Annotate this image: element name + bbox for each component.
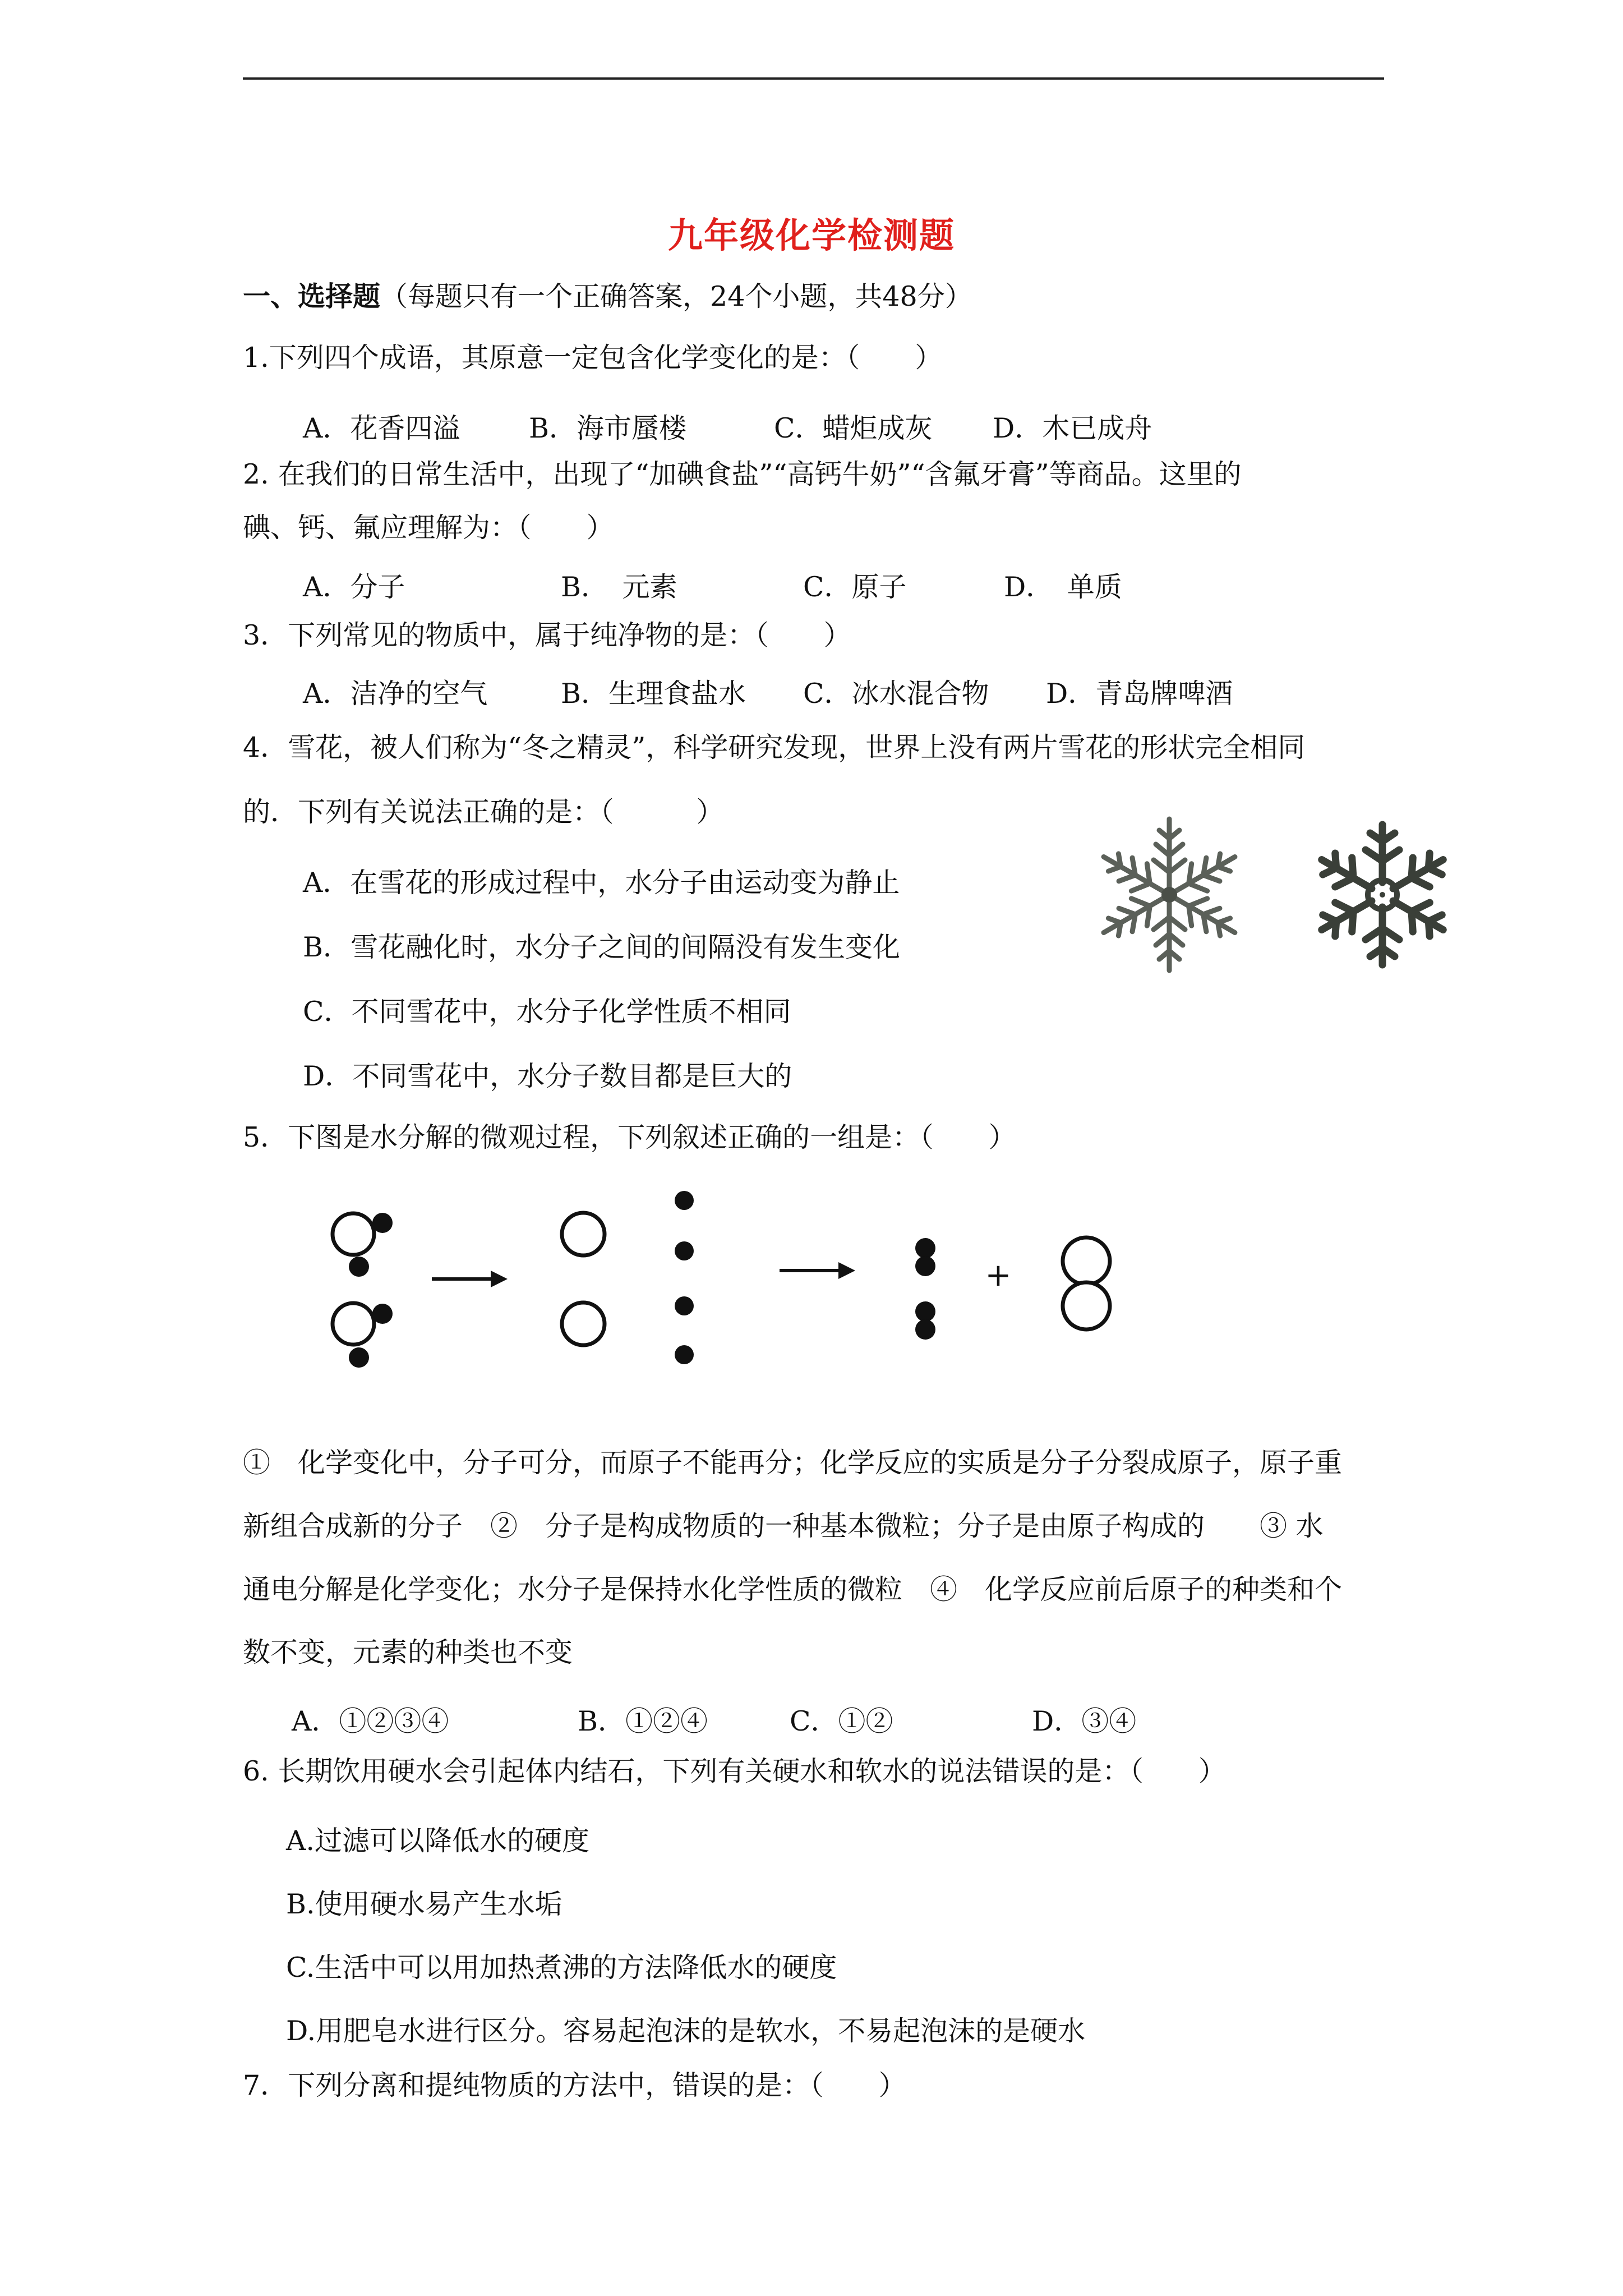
q2-option-c: C．原子: [803, 571, 907, 603]
q5-option-d: D．③④: [1032, 1705, 1137, 1737]
section-note: （每题只有一个正确答案，24个小题，共48分）: [380, 280, 972, 312]
q1-option-c: C．蜡炬成灰: [774, 412, 933, 444]
question-5-stem: 5．下图是水分解的微观过程，下列叙述正确的一组是：（ ）: [243, 1121, 1016, 1153]
snowflake-image-1: [1088, 813, 1251, 976]
question-6-stem: 6. 长期饮用硬水会引起体内结石，下列有关硬水和软水的说法错误的是：（ ）: [243, 1755, 1226, 1787]
arrow-icon-1: [432, 1271, 508, 1287]
q4-option-b: B．雪花融化时，水分子之间的间隔没有发生变化: [303, 931, 901, 963]
water-molecule-1: [333, 1213, 393, 1277]
q6-option-a: A.过滤可以降低水的硬度: [286, 1825, 589, 1857]
water-molecule-2: [333, 1303, 393, 1368]
q4-option-c: C．不同雪花中，水分子化学性质不相同: [303, 996, 791, 1028]
q1-option-b: B．海市蜃楼: [529, 412, 687, 444]
question-1-stem: 1.下列四个成语，其原意一定包含化学变化的是：（ ）: [243, 342, 943, 374]
q5-option-a: A．①②③④: [292, 1705, 449, 1737]
plus-sign: +: [985, 1257, 1012, 1294]
q1-option-d: D．木已成舟: [993, 412, 1152, 444]
q3-option-b: B．生理食盐水: [561, 678, 746, 710]
question-3-stem: 3．下列常见的物质中，属于纯净物的是：（ ）: [243, 619, 851, 651]
q6-option-c: C.生活中可以用加热煮沸的方法降低水的硬度: [286, 1952, 837, 1984]
section-label: 一、选择题: [243, 280, 381, 312]
oxygen-molecule: [1063, 1237, 1110, 1329]
section-heading: [243, 280, 972, 312]
q5-option-c: C．①②: [790, 1705, 893, 1737]
q3-option-c: C．冰水混合物: [803, 678, 989, 710]
q5-statement-line-2: 新组合成新的分子 ② 分子是构成物质的一种基本微粒；分子是由原子构成的 ③ 水: [243, 1510, 1324, 1542]
question-4-stem-line-1: 4．雪花，被人们称为“冬之精灵”，科学研究发现，世界上没有两片雪花的形状完全相同: [243, 731, 1306, 763]
page-title: 九年级化学检测题: [667, 215, 955, 256]
question-2-stem-line-1: 2. 在我们的日常生活中，出现了“加碘食盐”“高钙牛奶”“含氟牙膏”等商品。这里的: [243, 458, 1242, 490]
q6-option-b: B.使用硬水易产生水垢: [286, 1888, 562, 1920]
snowflake-image-2: [1301, 819, 1464, 970]
q4-option-a: A．在雪花的形成过程中，水分子由运动变为静止: [303, 867, 900, 899]
header-rule: [243, 77, 1384, 80]
q1-option-a: A．花香四溢: [303, 412, 460, 444]
separated-atoms: [562, 1191, 694, 1364]
q5-statement-line-4: 数不变，元素的种类也不变: [243, 1636, 573, 1668]
q2-option-b: B． 元素: [561, 571, 677, 603]
q5-statement-line-1: ① 化学变化中，分子可分，而原子不能再分；化学反应的实质是分子分裂成原子，原子重: [243, 1447, 1343, 1479]
q3-option-d: D．青岛牌啤酒: [1046, 678, 1233, 710]
q6-option-d: D.用肥皂水进行区分。容易起泡沫的是软水，不易起泡沫的是硬水: [286, 2015, 1086, 2047]
q3-option-a: A．洁净的空气: [303, 678, 488, 710]
q2-option-d: D． 单质: [1004, 571, 1122, 603]
water-decomposition-diagram: [314, 1184, 1144, 1386]
question-4-stem-line-2: 的．下列有关说法正确的是：（ ）: [243, 796, 724, 828]
q2-option-a: A．分子: [303, 571, 405, 603]
q5-option-b: B．①②④: [578, 1705, 708, 1737]
hydrogen-molecules: [915, 1238, 935, 1340]
question-7-stem: 7．下列分离和提纯物质的方法中，错误的是：（ ）: [243, 2069, 906, 2101]
q4-option-d: D．不同雪花中，水分子数目都是巨大的: [303, 1060, 792, 1092]
arrow-icon-2: [780, 1262, 855, 1279]
q5-statement-line-3: 通电分解是化学变化；水分子是保持水化学性质的微粒 ④ 化学反应前后原子的种类和个: [243, 1573, 1343, 1605]
question-2-stem-line-2: 碘、钙、氟应理解为：（ ）: [243, 512, 614, 544]
